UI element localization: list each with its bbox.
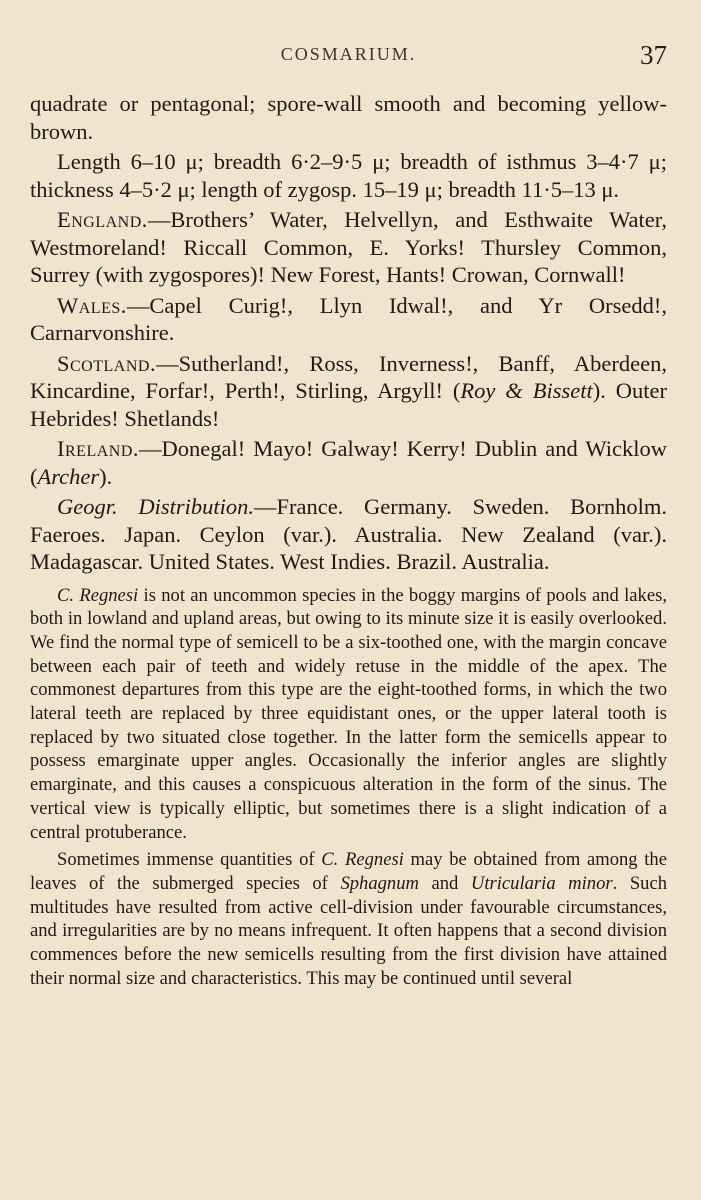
page-header [30,40,667,80]
discussion-paragraph-2 [30,848,667,990]
page-number: 37 [640,40,667,70]
distribution-text: —France. Germany. Sweden. Bornholm. Faeroes. Japan. Ceylon (var.). Australia. New Zealand (var.). Madagascar. United States. West Indies. Brazil. Australia. [30,494,668,574]
england-label: England. [57,207,148,232]
england-localities [30,206,667,289]
scotland-text-before: —Sutherland!, Ross, Inverness!, Banff, Aberdeen, Kincardine, Forfar!, Perth!, Stirling, Argyll! ( [30,350,667,403]
paragraph-2-text-2: may be obtained from among the leaves of the submerged species of [30,849,667,894]
ireland-authority: Archer [37,463,100,489]
wales-label: Wales. [57,292,127,318]
discussion-paragraph-1 [30,584,667,845]
distribution-label: Geogr. Distribution. [57,494,254,519]
species-name: C. Regnesi [57,584,139,606]
paragraph-2-text-3: and [418,872,471,894]
ireland-text-before: —Donegal! Mayo! Galway! Kerry! Dublin and Wicklow ( [30,436,667,489]
scotland-label: Scotland. [57,350,157,376]
paragraph-2-text-4: . Such multitudes have resulted from active cell-division under favourable circumstances, and irregularities are by no means infrequent. It often happens that a second division commences before the new semicells resulting from the first division have attained their normal size and characteristics. This may be continued until several [30,872,668,989]
measurements-paragraph: Length 6–10 μ; breadth 6·2–9·5 μ; breadth of isthmus 3–4·7 μ; thickness 4–5·2 μ; length of zygosp. 15–19 μ; breadth 11·5–13 μ. [30,149,667,202]
england-text: —Brothers’ Water, Helvellyn, and Esthwaite Water, Westmoreland! Riccall Common, E. Yorks! Thursley Common, Surrey (with zygospores)! New Forest, Hants! Crowan, Cornwall! [30,207,667,287]
spore-description: quadrate or pentagonal; spore-wall smooth and becoming yellow-brown. [30,91,667,144]
ireland-localities [30,435,667,490]
wales-text: —Capel Curig!, Llyn Idwal!, and Yr Orsedd!, Carnarvonshire. [30,292,667,345]
running-head: COSMARIUM. [280,44,417,64]
paragraph-1-text: is not an uncommon species in the boggy margins of pools and lakes, both in lowland and upland areas, but owing to its minute size it is easily overlooked. We find the normal type of semicell to be a six-toothed one, with the margin concave between each pair of teeth and widely retuse in the middle of the apex. The commonest departures from this type are the eight-toothed forms, in which the two lateral teeth are replaced by three equidistant ones, or the upper lateral tooth is replaced by two situated close together. In the latter form the semicells appear to possess emarginate upper angles. Occasionally the inferior angles are slightly emarginate, and this causes a conspicuous alteration in the form of the sinus. The vertical view is typically elliptic, but sometimes there is a slight indication of a central protuberance. [30,584,667,843]
scotland-authority: Roy & Bissett [460,378,593,403]
page-body [30,90,667,994]
scotland-localities [30,350,667,433]
genus-utricularia: Utricularia minor [470,872,613,894]
wales-localities [30,292,667,347]
genus-sphagnum: Sphagnum [340,872,419,894]
paragraph-2-text-1: Sometimes immense quantities of [57,849,322,871]
distribution-paragraph [30,493,667,576]
ireland-text-after: ). [99,463,113,489]
species-name: C. Regnesi [321,849,404,871]
ireland-label: Ireland. [57,436,140,461]
scotland-text-after: ). Outer Hebrides! Shetlands! [30,378,667,431]
